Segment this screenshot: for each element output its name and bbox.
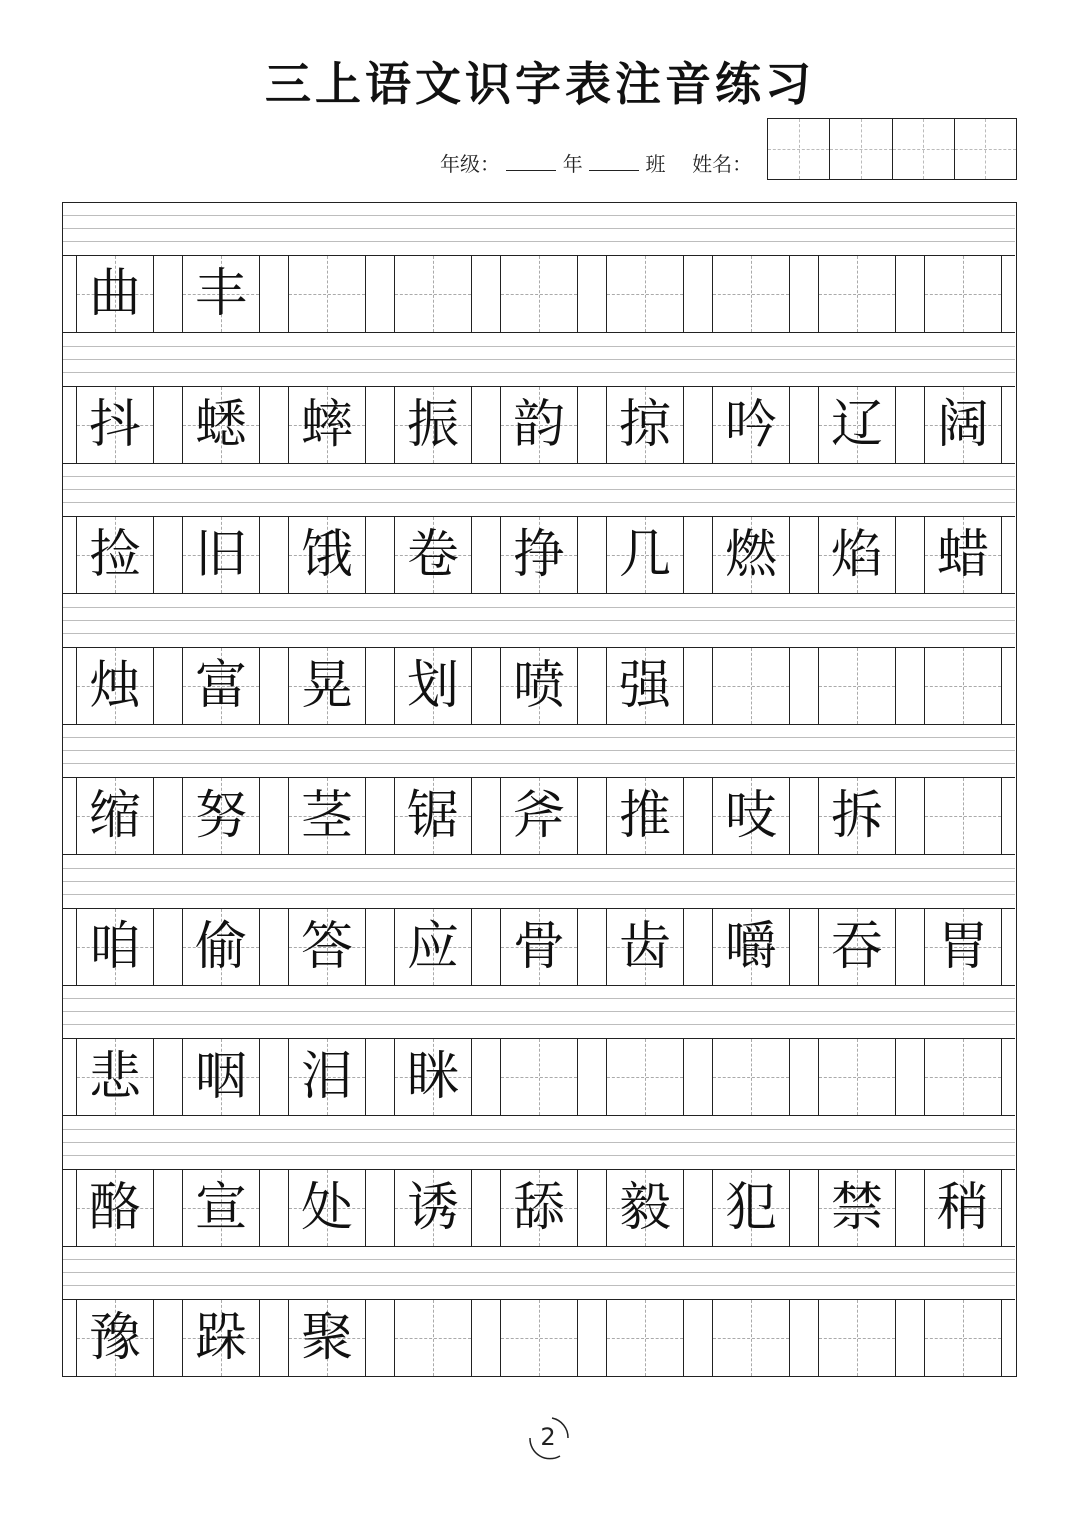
pinyin-guide-line [63,502,1015,503]
pinyin-lines[interactable] [63,856,1015,908]
pinyin-guide-line [63,633,1015,634]
character-cells [63,1169,1015,1247]
character-cell[interactable] [712,778,790,854]
character-cell[interactable] [288,256,366,332]
character-cell[interactable] [924,256,1002,332]
grade-label: 年级： [440,152,500,176]
character: 辽 [830,394,883,455]
character [925,1039,1001,1115]
character: 饿 [300,525,353,585]
character: 咽 [194,1047,247,1107]
character [713,648,789,724]
character-cells [63,516,1015,594]
character [607,1300,683,1376]
character: 毅 [618,1177,671,1238]
character-cell[interactable] [288,648,366,724]
character-cell[interactable] [500,648,578,724]
character: 偷 [194,916,247,977]
character-cell[interactable] [394,1039,472,1115]
practice-row [63,856,1015,986]
character-cell[interactable] [182,778,260,854]
character-cell[interactable] [394,387,472,463]
character [395,1300,471,1376]
character-cell[interactable] [712,648,790,724]
character [501,1039,577,1115]
character [819,256,895,332]
character: 舔 [512,1177,565,1238]
pinyin-guide-line [63,1285,1015,1286]
character-cell[interactable] [288,387,366,463]
character-cell[interactable] [182,1300,260,1376]
character: 掠 [618,394,671,455]
character-cell[interactable] [288,1170,366,1246]
practice-row [63,1247,1015,1377]
character-cell[interactable] [288,1039,366,1115]
character: 焰 [830,525,883,585]
character: 挣 [512,525,565,585]
character: 答 [300,916,353,977]
character-cell[interactable] [606,256,684,332]
pinyin-guide-line [63,1142,1015,1143]
character: 捡 [88,525,141,585]
character [819,648,895,724]
pinyin-guide-line [63,1272,1015,1273]
character-cell[interactable] [606,1170,684,1246]
character-cell[interactable] [818,1039,896,1115]
practice-row [63,986,1015,1116]
character-cell[interactable] [712,1170,790,1246]
character-cell[interactable] [818,909,896,985]
character [289,256,365,332]
character-cell[interactable] [288,517,366,593]
character: 喷 [512,655,565,716]
pinyin-guide-line [63,1129,1015,1130]
character-cell[interactable] [606,648,684,724]
character-cell[interactable] [76,909,154,985]
character: 旧 [194,525,247,585]
pinyin-guide-line [63,750,1015,751]
pinyin-lines[interactable] [63,203,1015,255]
character-cell[interactable] [500,1300,578,1376]
character-cell[interactable] [924,387,1002,463]
character: 抖 [88,394,141,455]
practice-row [63,334,1015,464]
character [819,1039,895,1115]
character-cell[interactable] [712,517,790,593]
character: 划 [406,655,459,716]
character-cell[interactable] [606,1039,684,1115]
character: 处 [300,1177,353,1238]
character-cell[interactable] [500,778,578,854]
character-cell[interactable] [76,1170,154,1246]
pinyin-guide-line [63,1155,1015,1156]
character-cells [63,1299,1015,1377]
pinyin-guide-line [63,868,1015,869]
character: 吟 [724,394,777,455]
pinyin-guide-line [63,763,1015,764]
character-cell[interactable] [182,909,260,985]
character [395,256,471,332]
character-cell[interactable] [924,1300,1002,1376]
character: 咱 [88,916,141,977]
character-cells [63,255,1015,333]
character: 犯 [724,1177,777,1238]
name-box[interactable] [830,119,892,179]
character: 卷 [406,525,459,585]
character: 燃 [724,525,777,585]
pinyin-guide-line [63,1259,1015,1260]
character-cell[interactable] [924,909,1002,985]
character-cell[interactable] [500,909,578,985]
character-cell[interactable] [712,909,790,985]
pinyin-guide-line [63,346,1015,347]
character: 诱 [406,1177,459,1238]
pinyin-guide-line [63,215,1015,216]
pinyin-guide-line [63,998,1015,999]
pinyin-lines[interactable] [63,1247,1015,1299]
character-cells [63,386,1015,464]
character-cells [63,647,1015,725]
character: 几 [618,525,671,585]
pinyin-guide-line [63,359,1015,360]
name-box[interactable] [768,119,830,179]
character [925,648,1001,724]
character: 齿 [618,916,671,977]
character: 蟋 [194,394,247,455]
character: 斧 [512,786,565,846]
character: 缩 [88,786,141,846]
year-label: 年 [562,152,583,176]
character-cell[interactable] [182,387,260,463]
character: 稍 [936,1177,989,1238]
character-cell[interactable] [818,517,896,593]
pinyin-lines[interactable] [63,725,1015,777]
character-cell[interactable] [394,1170,472,1246]
pinyin-guide-line [63,1024,1015,1025]
character-cell[interactable] [394,517,472,593]
character: 曲 [88,264,141,324]
character-cell[interactable] [182,648,260,724]
character [925,778,1001,854]
page-number [520,1408,576,1464]
practice-row [63,595,1015,725]
character: 阔 [936,394,989,455]
character: 应 [406,916,459,977]
character: 吱 [724,786,777,846]
character: 丰 [194,264,247,324]
pinyin-lines[interactable] [63,1117,1015,1169]
character-cell[interactable] [394,909,472,985]
pinyin-guide-line [63,620,1015,621]
practice-row [63,464,1015,594]
character: 眯 [406,1047,459,1107]
character: 推 [618,786,671,846]
pinyin-guide-line [63,228,1015,229]
character-cell[interactable] [818,1300,896,1376]
character-cell[interactable] [182,256,260,332]
character-cells [63,777,1015,855]
character-cells [63,1038,1015,1116]
character [607,1039,683,1115]
pinyin-guide-line [63,1011,1015,1012]
character: 韵 [512,394,565,455]
character [819,1300,895,1376]
character [925,1300,1001,1376]
name-boxes[interactable] [767,118,1017,180]
character-cell[interactable] [76,1300,154,1376]
pinyin-guide-line [63,241,1015,242]
character-cell[interactable] [76,387,154,463]
character [501,1300,577,1376]
page-number-text: 2 [540,1423,556,1451]
character-cell[interactable] [924,1039,1002,1115]
character-cell[interactable] [288,1300,366,1376]
character-cell[interactable] [76,778,154,854]
character: 骨 [512,916,565,977]
character: 豫 [88,1308,141,1368]
character-cell[interactable] [818,778,896,854]
character [713,1039,789,1115]
class-blank[interactable] [589,152,639,171]
character-cell[interactable] [606,517,684,593]
character-cell[interactable] [500,517,578,593]
character-cell[interactable] [500,1039,578,1115]
pinyin-lines[interactable] [63,464,1015,516]
character: 茎 [300,786,353,846]
pinyin-guide-line [63,894,1015,895]
character: 强 [618,655,671,716]
character-cell[interactable] [500,256,578,332]
pinyin-guide-line [63,881,1015,882]
practice-row [63,203,1015,333]
pinyin-guide-line [63,476,1015,477]
character-cell[interactable] [712,387,790,463]
character-cell[interactable] [712,1039,790,1115]
character: 富 [194,655,247,716]
pinyin-guide-line [63,489,1015,490]
character-cell[interactable] [394,778,472,854]
character-cell[interactable] [818,256,896,332]
character-cell[interactable] [924,1170,1002,1246]
pinyin-guide-line [63,737,1015,738]
character [713,256,789,332]
character: 跺 [194,1308,247,1368]
practice-row [63,725,1015,855]
character: 蜡 [936,525,989,585]
character [925,256,1001,332]
character: 酪 [88,1177,141,1238]
character-cell[interactable] [606,1300,684,1376]
character-cell[interactable] [394,648,472,724]
character-cell[interactable] [712,1300,790,1376]
character: 锯 [406,786,459,846]
character: 烛 [88,655,141,716]
character-cell[interactable] [76,517,154,593]
character: 拆 [830,786,883,846]
character [713,1300,789,1376]
character-cell[interactable] [394,256,472,332]
name-label: 姓名： [692,152,753,176]
character: 吞 [830,916,883,977]
student-info [440,148,752,177]
pinyin-lines[interactable] [63,334,1015,386]
class-label: 班 [645,152,666,176]
character: 禁 [830,1177,883,1238]
grade-blank[interactable] [506,152,556,171]
character-cell[interactable] [712,256,790,332]
character-cell[interactable] [924,517,1002,593]
pinyin-lines[interactable] [63,986,1015,1038]
character-cell[interactable] [818,648,896,724]
character-cell[interactable] [924,778,1002,854]
character: 悲 [88,1047,141,1107]
character: 努 [194,786,247,846]
practice-row [63,1117,1015,1247]
character-cell[interactable] [182,517,260,593]
character-cell[interactable] [500,387,578,463]
character-cell[interactable] [182,1039,260,1115]
pinyin-guide-line [63,372,1015,373]
character: 聚 [300,1308,353,1368]
character-cell[interactable] [924,648,1002,724]
character-cells [63,908,1015,986]
name-box[interactable] [955,119,1016,179]
character-cell[interactable] [288,778,366,854]
character-cell[interactable] [76,1039,154,1115]
character-cell[interactable] [500,1170,578,1246]
character: 嚼 [724,916,777,977]
character-cell[interactable] [818,1170,896,1246]
character [607,256,683,332]
page-title: 三上语文识字表注音练习 [265,57,815,111]
character: 晃 [300,655,353,716]
character-cell[interactable] [606,909,684,985]
character: 振 [406,394,459,455]
pinyin-lines[interactable] [63,595,1015,647]
character-cell[interactable] [182,1170,260,1246]
character: 胃 [936,916,989,977]
character-cell[interactable] [394,1300,472,1376]
pinyin-guide-line [63,607,1015,608]
name-box[interactable] [893,119,955,179]
character-cell[interactable] [76,648,154,724]
character-cell[interactable] [606,387,684,463]
character: 蟀 [300,394,353,455]
character-cell[interactable] [818,387,896,463]
character-cell[interactable] [606,778,684,854]
character: 泪 [300,1047,353,1107]
practice-grid [62,202,1017,1377]
character: 宣 [194,1177,247,1238]
character [501,256,577,332]
character-cell[interactable] [76,256,154,332]
character-cell[interactable] [288,909,366,985]
